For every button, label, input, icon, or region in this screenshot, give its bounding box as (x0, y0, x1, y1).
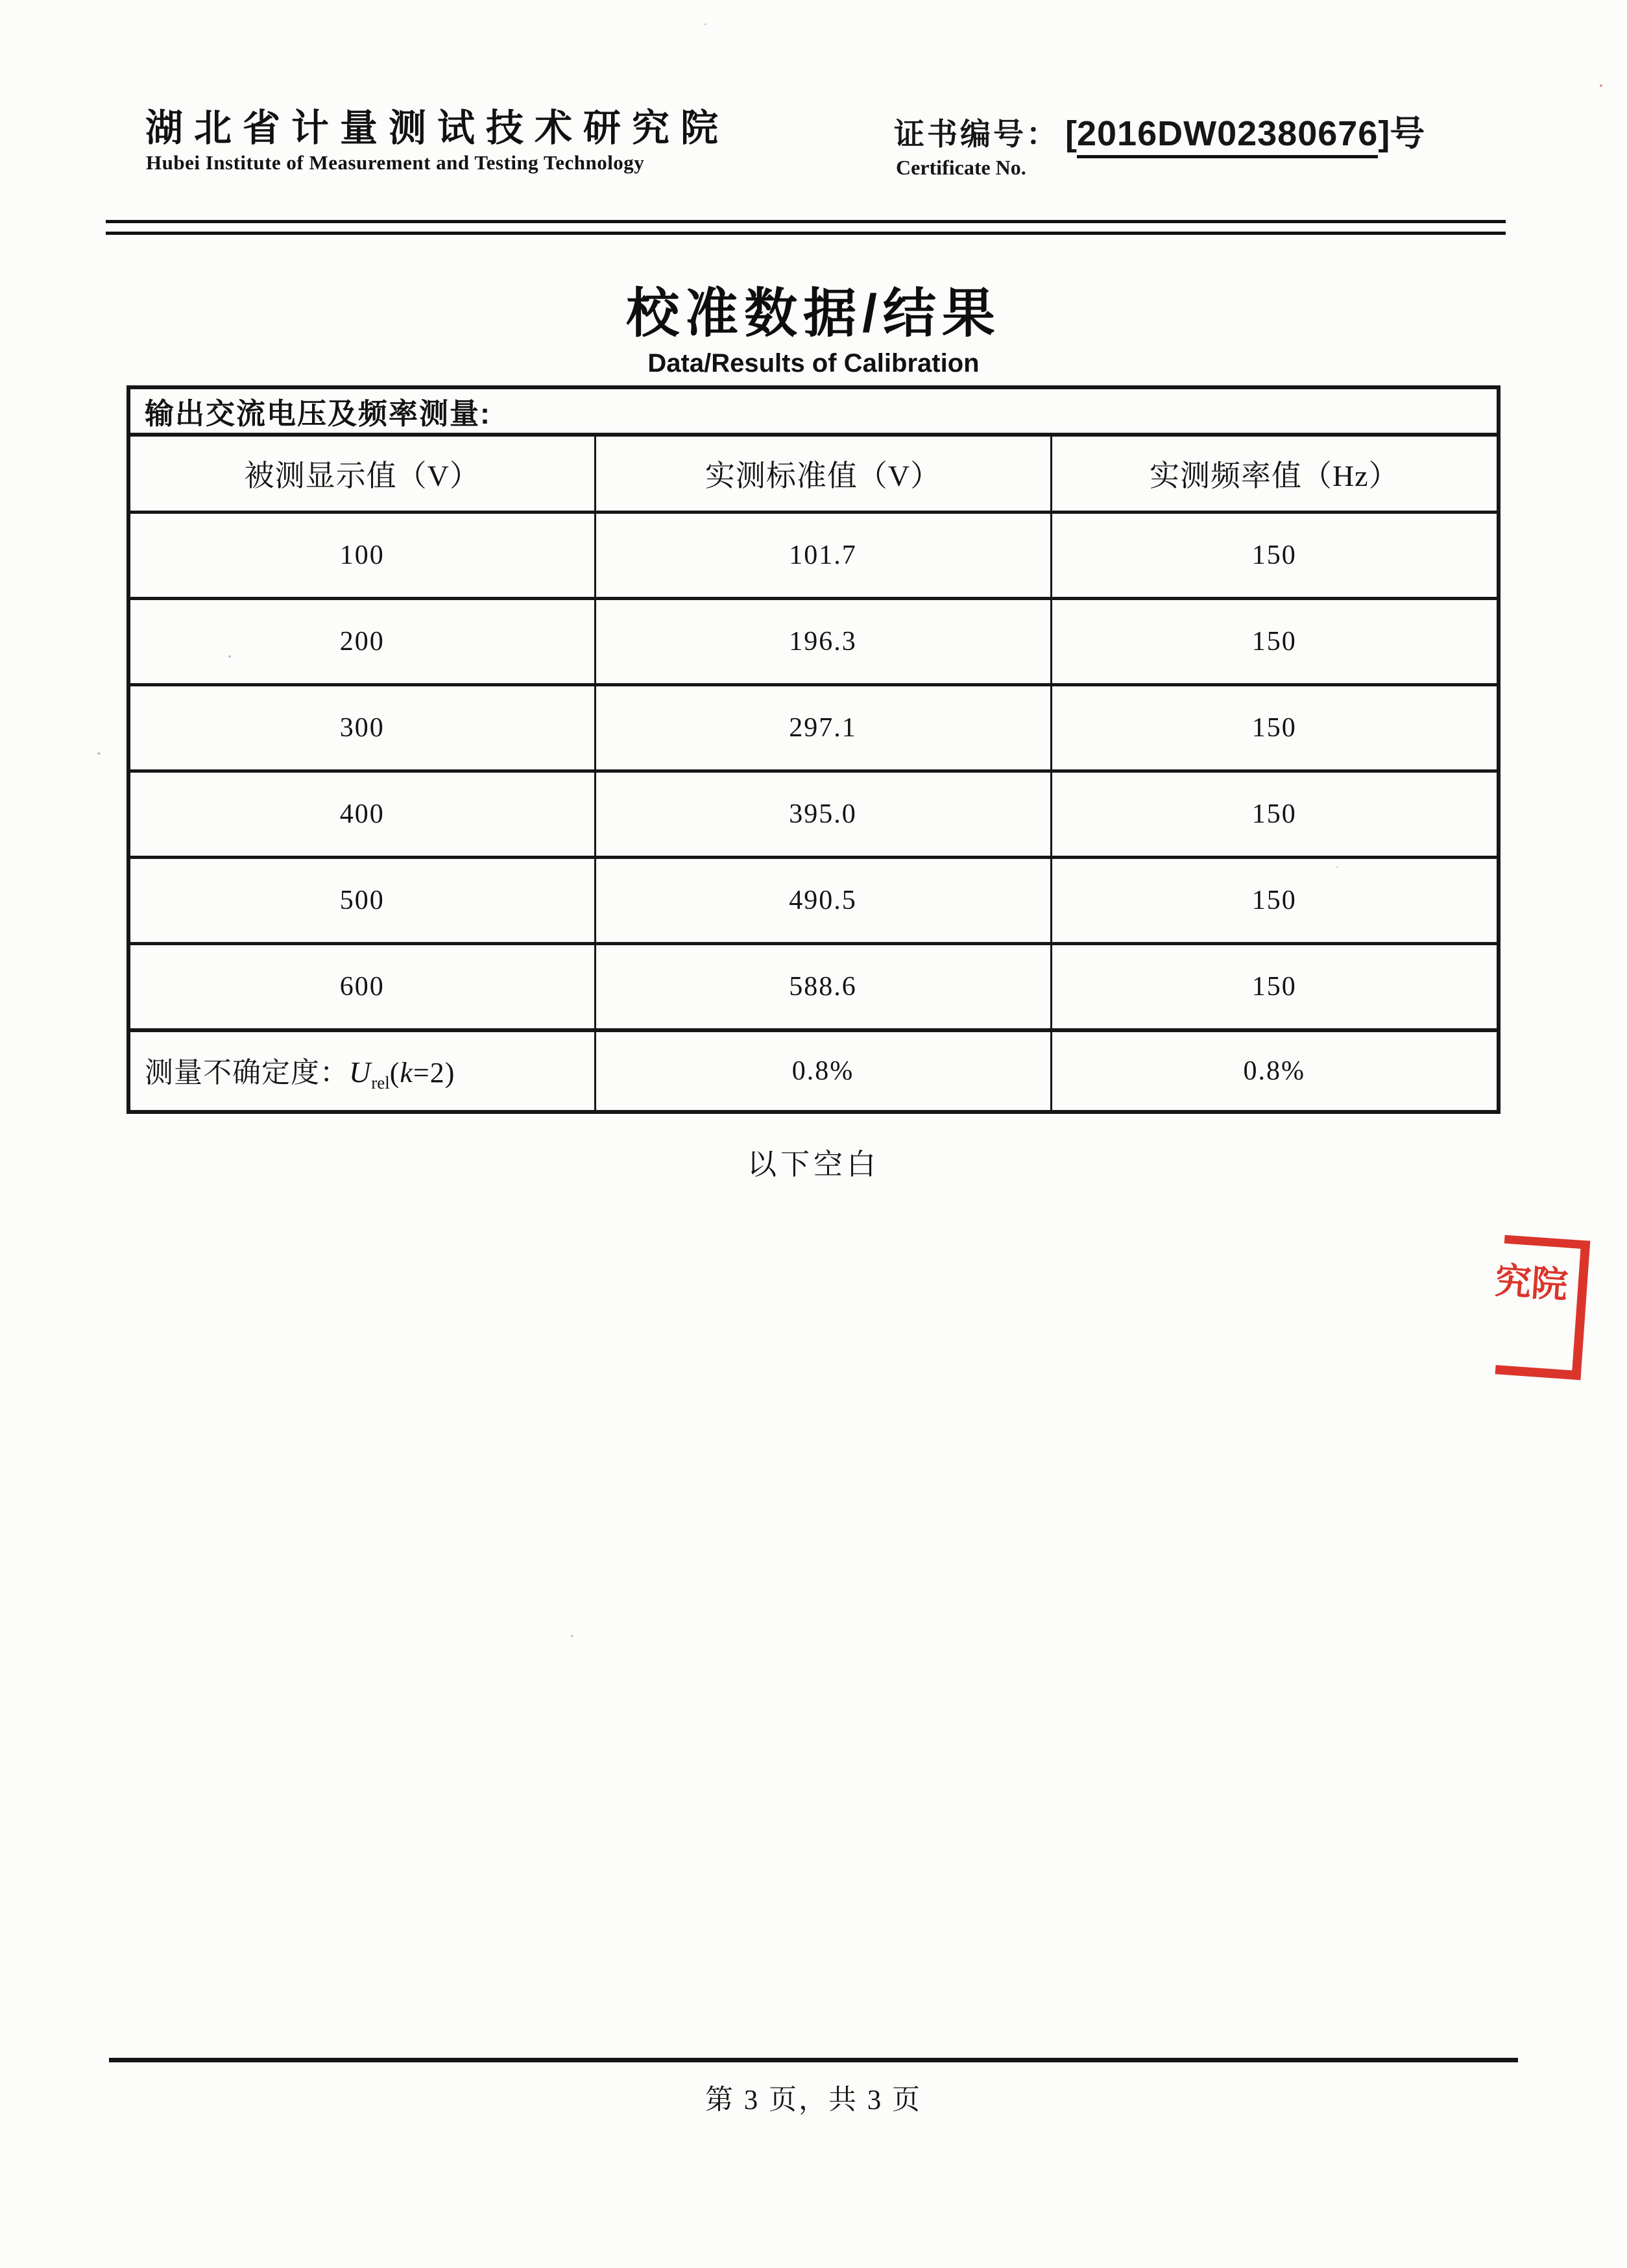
cell-standard: 101.7 (595, 513, 1051, 599)
table-row (128, 599, 1499, 685)
cell-frequency: 150 (1051, 513, 1499, 599)
table-section-label: 输出交流电压及频率测量: (128, 387, 1499, 435)
cell-frequency: 150 (1051, 599, 1499, 685)
cert-number-suffix: 号 (1390, 114, 1425, 153)
table-section-row (128, 387, 1499, 435)
cell-standard: 588.6 (595, 944, 1051, 1031)
uncertainty-prefix: 测量不确定度： (145, 1057, 349, 1089)
red-seal-stamp (1495, 1235, 1591, 1381)
certificate-number (1065, 106, 1425, 156)
cell-display: 100 (128, 513, 595, 599)
k-open: ( (389, 1057, 400, 1089)
table-row (128, 513, 1499, 599)
calibration-table (127, 385, 1500, 1114)
col-header-standard-value: 实测标准值（V） (595, 435, 1051, 513)
table-header-row (128, 435, 1499, 513)
table-row (128, 858, 1499, 944)
letterhead-divider (106, 220, 1506, 235)
cert-number-value: 2016DW02380676 (1077, 114, 1378, 158)
uncertainty-standard-value: 0.8% (595, 1030, 1051, 1112)
uncertainty-row (128, 1030, 1499, 1112)
cell-display: 500 (128, 858, 595, 944)
cell-frequency: 150 (1051, 858, 1499, 944)
scan-speck (571, 1635, 573, 1637)
u-subscript: rel (371, 1072, 390, 1092)
scan-speck (97, 753, 101, 754)
cell-display: 600 (128, 944, 595, 1031)
table-row (128, 944, 1499, 1031)
col-header-frequency-value: 实测频率值（Hz） (1051, 435, 1499, 513)
blank-below-note: 以下空白 (747, 1148, 880, 1181)
cell-frequency: 150 (1051, 944, 1499, 1031)
cell-display: 200 (128, 599, 595, 685)
scan-speck (705, 23, 706, 25)
cell-display: 300 (128, 685, 595, 771)
cell-standard: 490.5 (595, 858, 1051, 944)
page-title-en: Data/Results of Calibration (647, 349, 980, 378)
certificate-no-label-en: Certificate No. (896, 156, 1026, 179)
table-row (128, 771, 1499, 858)
org-name-en: Hubei Institute of Measurement and Testing Technology (146, 151, 645, 174)
scan-speck (228, 655, 231, 658)
page-title-cn: 校准数据/结果 (626, 284, 1001, 343)
cell-standard: 395.0 (595, 771, 1051, 858)
cell-standard: 297.1 (595, 685, 1051, 771)
page-number: 第 3 页，共 3 页 (705, 2085, 922, 2116)
scan-speck (1600, 84, 1602, 87)
u-symbol: U (349, 1056, 372, 1089)
k-rest: =2) (413, 1057, 455, 1089)
cell-frequency: 150 (1051, 771, 1499, 858)
scan-speck (1336, 866, 1338, 868)
col-header-display-value: 被测显示值（V） (128, 435, 595, 513)
uncertainty-label (128, 1030, 595, 1112)
red-seal-text: 究院 (1493, 1261, 1569, 1307)
org-name-cn: 湖北省计量测试技术研究院 (145, 107, 730, 149)
certificate-no-label-cn: 证书编号： (894, 117, 1059, 151)
cert-open-bracket: [ (1065, 114, 1077, 153)
footer-divider (109, 2058, 1518, 2062)
table-row (128, 685, 1499, 771)
cell-frequency: 150 (1051, 685, 1499, 771)
cert-close-bracket: ] (1378, 114, 1390, 153)
cell-standard: 196.3 (595, 599, 1051, 685)
cell-display: 400 (128, 771, 595, 858)
uncertainty-frequency-value: 0.8% (1051, 1030, 1499, 1112)
k-symbol: k (400, 1057, 413, 1089)
